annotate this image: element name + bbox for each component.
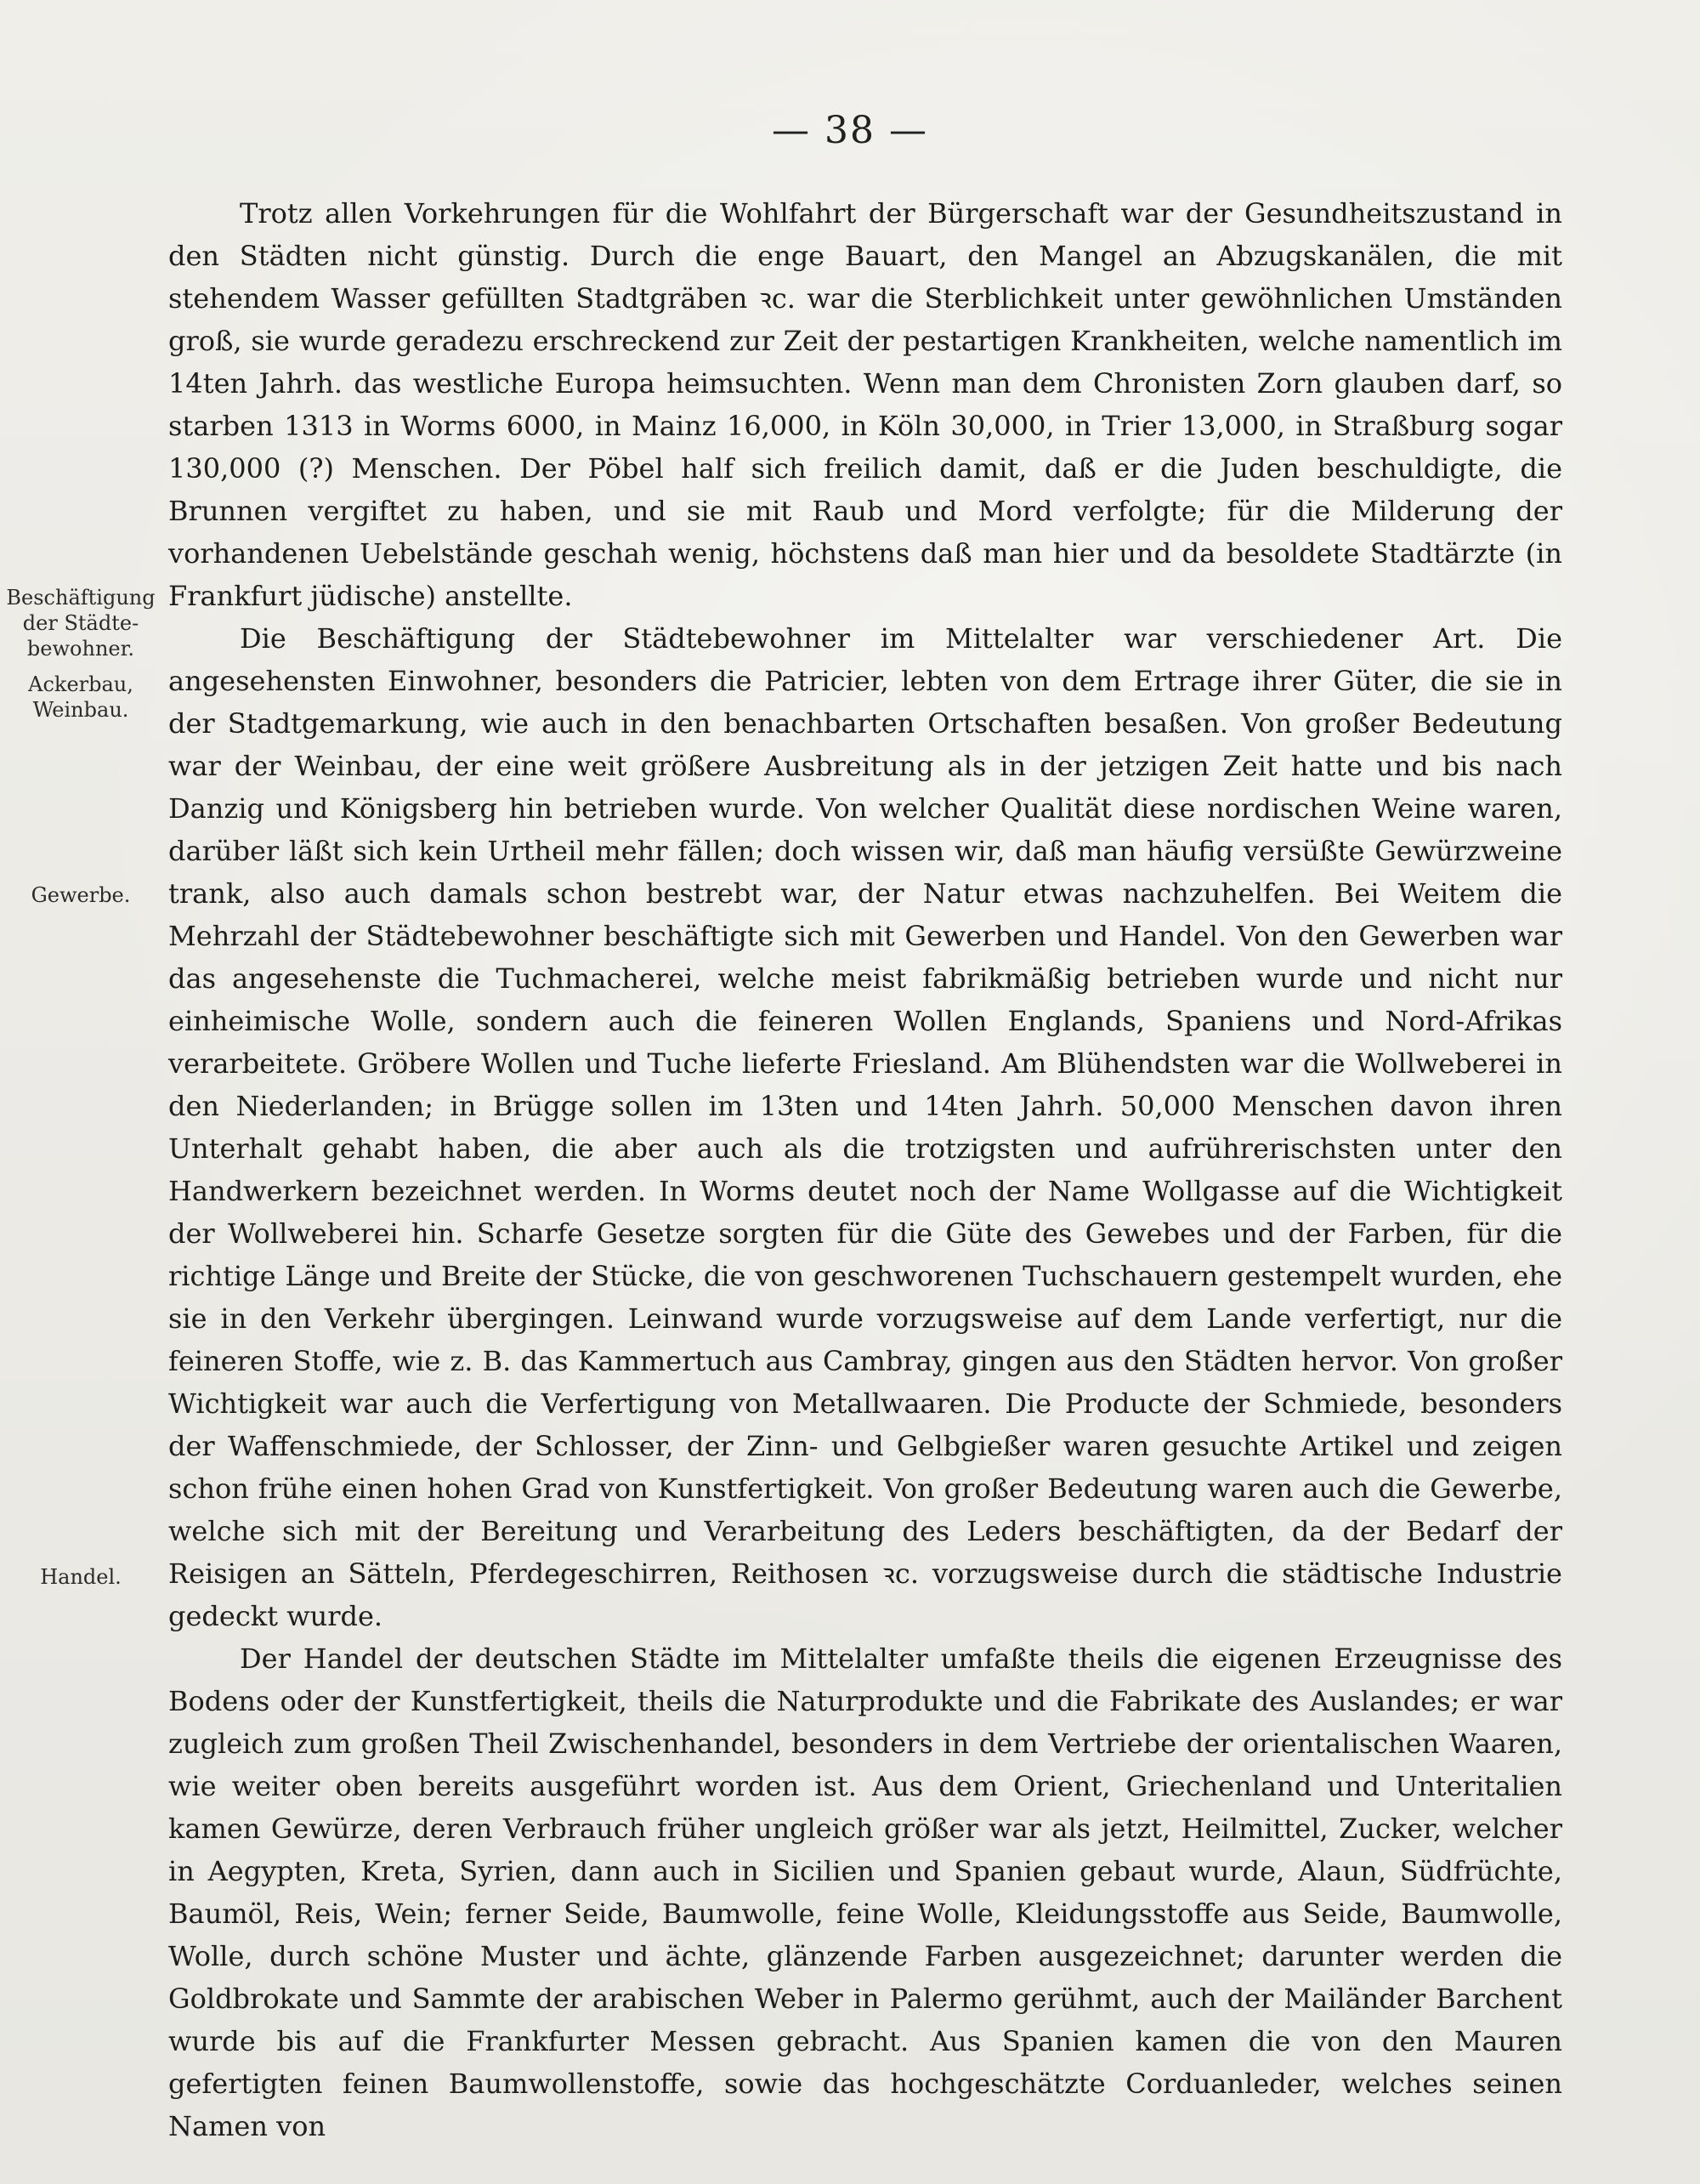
margin-note-gewerbe: Gewerbe. <box>31 883 131 907</box>
page-number: — 38 — <box>772 109 928 152</box>
paragraph-health-conditions: Trotz allen Vorkehrungen für die Wohlfahrt der Bürgerschaft war der Gesundheitszustand in den Städten nicht günstig. Durch die enge Bauart, den Mangel an Abzugskanälen, die mit stehendem Wasser gefüllten Stadtgräben ꝛc. war die Sterblichkeit unter gewöhnlichen Umständen groß, sie wurde geradezu erschreckend zur Zeit der pestartigen Krankheiten, welche namentlich im 14ten Jahrh. das westliche Europa heimsuchten. Wenn man dem Chronisten Zorn glauben darf, so starben 1313 in Worms 6000, in Mainz 16,000, in Köln 30,000, in Trier 13,000, in Straßburg sogar 130,000 (?) Menschen. Der Pöbel half sich freilich damit, daß er die Juden beschuldigte, die Brunnen vergiftet zu haben, und sie mit Raub und Mord verfolgte; für die Milderung der vorhandenen Uebelstände geschah wenig, höchstens daß man hier und da besoldete Stadtärzte (in Frankfurt jüdische) anstellte. <box>168 197 1562 612</box>
margin-note-ackerbau-weinbau: Ackerbau, Weinbau. <box>28 672 133 722</box>
paragraph-trade: Der Handel der deutschen Städte im Mittelalter umfaßte theils die eigenen Erzeugnisse des Bodens oder der Kunstfertigkeit, theils die Naturprodukte und die Fabrikate des Auslandes; er war zugleich zum großen Theil Zwischenhandel, besonders in dem Vertriebe der orientalischen Waaren, wie weiter oben bereits ausgeführt worden ist. Aus dem Orient, Griechenland und Unteritalien kamen Gewürze, deren Verbrauch früher ungleich größer war als jetzt, Heilmittel, Zucker, welcher in Aegypten, Kreta, Syrien, dann auch in Sicilien und Spanien gebaut wurde, Alaun, Südfrüchte, Baumöl, Reis, Wein; ferner Seide, Baumwolle, feine Wolle, Kleidungsstoffe aus Seide, Baumwolle, Wolle, durch schöne Muster und ächte, glänzende Farben ausgezeichnet; darunter werden die Goldbrokate und Sammte der arabischen Weber in Palermo gerühmt, auch der Mailänder Barchent wurde bis auf die Frankfurter Messen gebracht. Aus Spanien kamen die von den Mauren gefertigten feinen Baumwollenstoffe, sowie das hochgeschätzte Corduanleder, welches seinen Namen von <box>168 1642 1562 2142</box>
paragraph-occupations: Die Beschäftigung der Städtebewohner im Mittelalter war verschiedener Art. Die angesehensten Einwohner, besonders die Patricier, lebten von dem Ertrage ihrer Güter, die sie in der Stadtgemarkung, wie auch in den benachbarten Ortschaften besaßen. Von großer Bedeutung war der Weinbau, der eine weit größere Ausbreitung als in der jetzigen Zeit hatte und bis nach Danzig und Königsberg hin betrieben wurde. Von welcher Qualität diese nordischen Weine waren, darüber läßt sich kein Urtheil mehr fällen; doch wissen wir, daß man häufig versüßte Gewürzweine trank, also auch damals schon bestrebt war, der Natur etwas nachzuhelfen. Bei Weitem die Mehrzahl der Städtebewohner beschäftigte sich mit Gewerben und Handel. Von den Gewerben war das angesehenste die Tuchmacherei, welche meist fabrikmäßig betrieben wurde und nicht nur einheimische Wolle, sondern auch die feineren Wollen Englands, Spaniens und Nord-Afrikas verarbeitete. Gröbere Wollen und Tuche lieferte Friesland. Am Blühendsten war die Wollweberei in den Niederlanden; in Brügge sollen im 13ten und 14ten Jahrh. 50,000 Menschen davon ihren Unterhalt gehabt haben, die aber auch als die trotzigsten und aufrührerischsten unter den Handwerkern bezeichnet werden. In Worms deutet noch der Name Wollgasse auf die Wichtigkeit der Wollweberei hin. Scharfe Gesetze sorgten für die Güte des Gewebes und der Farben, für die richtige Länge und Breite der Stücke, die von geschworenen Tuchschauern gestempelt wurden, ehe sie in den Verkehr übergingen. Leinwand wurde vorzugsweise auf dem Lande verfertigt, nur die feineren Stoffe, wie z. B. das Kammertuch aus Cambray, gingen aus den Städten hervor. Von großer Wichtigkeit war auch die Verfertigung von Metallwaaren. Die Producte der Schmiede, besonders der Waffenschmiede, der Schlosser, der Zinn- und Gelbgießer waren gesuchte Artikel und zeigen schon frühe einen hohen Grad von Kunstfertigkeit. Von großer Bedeutung waren auch die Gewerbe, welche sich mit der Bereitung und Verarbeitung des Leders beschäftigten, da der Bedarf der Reisigen an Sätteln, Pferdegeschirren, Reithosen ꝛc. vorzugsweise durch die städtische Industrie gedeckt wurde. <box>168 622 1562 1632</box>
margin-note-beschaeftigung: Beschäftigung der Städte- bewohner. <box>6 586 156 661</box>
margin-note-handel: Handel. <box>40 1565 122 1589</box>
main-text-block <box>168 192 1562 2147</box>
